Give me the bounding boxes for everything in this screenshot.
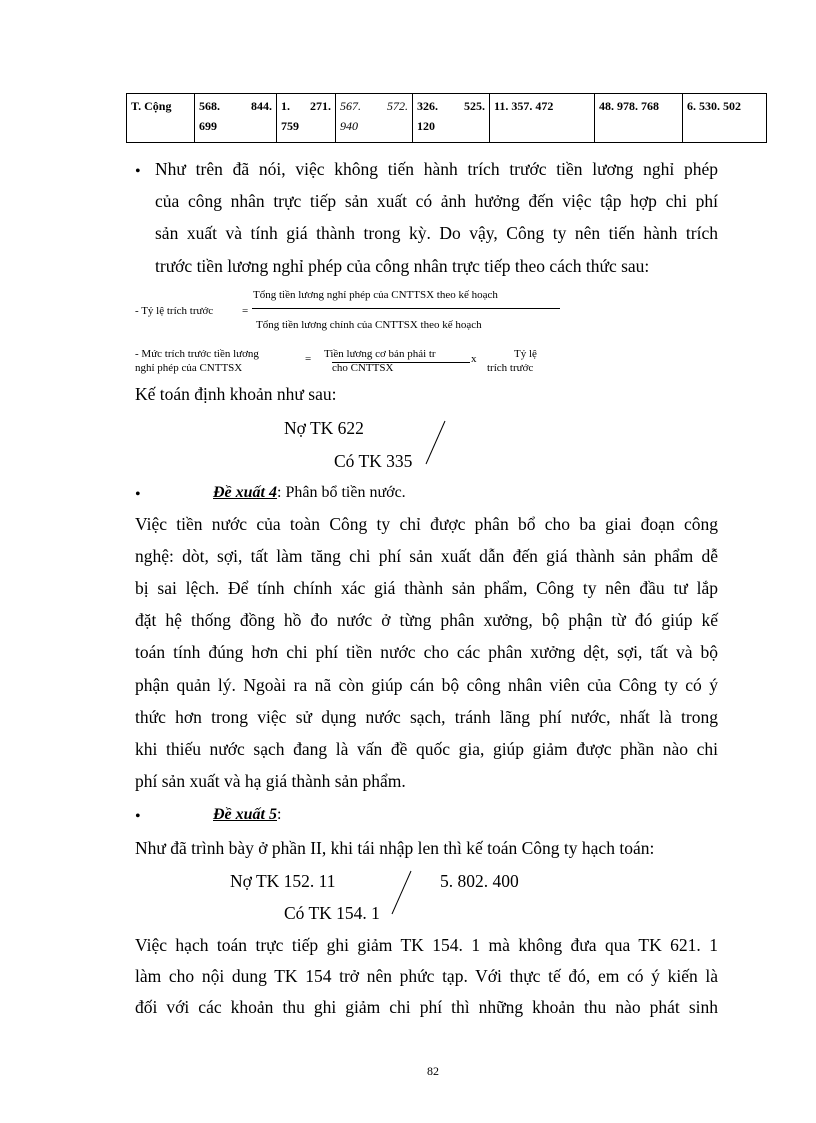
table-cell: 11. 357. 472 [490, 94, 595, 143]
text-line: đối với các khoản thu ghi giảm chi phí thì những khoản thu nào phát sinh [135, 997, 718, 1017]
text-line: của công nhân trực tiếp sản xuất có ảnh hưởng đến việc tập hợp chi phí [155, 191, 718, 211]
table-cell [277, 94, 336, 143]
text-line: nghệ: dòt, sợi, tất làm tăng chi phí sản xuất dẫn đến giá thành sản phẩm dễ [135, 546, 718, 566]
equals-sign: = [305, 353, 312, 365]
cell-part: 271. [310, 99, 331, 113]
credit-entry: Có TK 154. 1 [284, 903, 380, 923]
cell-part: 1. [281, 99, 290, 113]
cell-part: 568. [199, 99, 220, 113]
cell-part: 572. [387, 99, 408, 113]
formula-label: - Mức trích trước tiền lương [135, 348, 259, 360]
page-number: 82 [427, 1064, 439, 1078]
row-label: T. Cộng [127, 94, 195, 143]
table-row [127, 94, 767, 143]
cell-part: 120 [417, 119, 435, 133]
text-line: sản xuất và tính giá thành trong kỳ. Do vậy, Công ty nên tiến hành trích [155, 223, 718, 243]
table-cell: 6. 530. 502 [683, 94, 767, 143]
bullet-symbol: • [135, 163, 141, 180]
formula-term: Tiền lương cơ bản phải tr [324, 348, 436, 360]
text-line: phận quản lý. Ngoài ra nã còn giúp cán bộ công nhân viên của Công ty có ý [135, 675, 718, 695]
denominator: Tổng tiền lương chính của CNTTSX theo kế hoạch [256, 319, 482, 331]
table-cell [336, 94, 413, 143]
entry-slash [420, 418, 450, 468]
text-line: khi thiếu nước sạch đang là vấn đề quốc gia, giúp giảm được phần nào chi [135, 739, 718, 759]
accounting-intro: Kế toán định khoản như sau: [135, 384, 337, 404]
times-sign: x [471, 353, 477, 365]
text-line: trước tiền lương nghỉ phép của công nhân trực tiếp theo cách thức sau: [155, 256, 650, 276]
bullet-symbol: • [135, 486, 141, 503]
rate-term: Tỷ lệ [514, 348, 537, 360]
cell-part: 940 [340, 119, 358, 133]
entry-slash [386, 868, 416, 918]
text-line: thức hơn trong việc sử dụng nước sạch, tránh lãng phí nước, nhất là trong [135, 707, 718, 727]
cell-part: 844. [251, 99, 272, 113]
text-line: toán tính đúng hơn chi phí tiền nước cho các phân xưởng dệt, sợi, tất và bộ [135, 642, 718, 662]
text-line: phí sản xuất và hạ giá thành sản phẩm. [135, 771, 406, 791]
paragraph-3: Như đã trình bày ở phần II, khi tái nhập len thì kế toán Công ty hạch toán: [135, 838, 655, 858]
equals-sign: = [242, 305, 249, 317]
formula-label: - Tỷ lệ trích trước [135, 305, 214, 317]
bullet-symbol: • [135, 808, 141, 825]
cell-part: 525. [464, 99, 485, 113]
fraction-bar [252, 308, 560, 309]
proposal-subtitle: : [277, 806, 282, 823]
cell-part: 759 [281, 119, 299, 133]
entry-amount: 5. 802. 400 [440, 871, 519, 891]
text-line: Như trên đã nói, việc không tiến hành trích trước tiền lương nghỉ phép [155, 159, 718, 179]
formula-label: nghỉ phép của CNTTSX [135, 362, 243, 374]
debit-entry: Nợ TK 622 [284, 418, 364, 438]
credit-entry: Có TK 335 [334, 451, 413, 471]
proposal-title: Đề xuất 5 [213, 806, 277, 823]
text-line: Việc tiền nước của toàn Công ty chỉ được phân bổ cho ba giai đoạn công [135, 514, 718, 534]
text-line: bị sai lệch. Để tính chính xác giá thành sản phẩm, Công ty nên đầu tư lắp [135, 578, 718, 598]
formula-term: cho CNTTSX [332, 362, 394, 374]
cell-part: 326. [417, 99, 438, 113]
proposal-5-heading [213, 806, 281, 824]
text-line: làm cho nội dung TK 154 trở nên phức tạp. Với thực tế đó, em có ý kiến là [135, 966, 718, 986]
text-line: Việc hạch toán trực tiếp ghi giảm TK 154. 1 mà không đưa qua TK 621. 1 [135, 935, 718, 955]
debit-entry: Nợ TK 152. 11 [230, 871, 336, 891]
totals-table [126, 93, 767, 143]
proposal-subtitle: : Phân bổ tiền nước. [277, 484, 406, 501]
table-cell [195, 94, 277, 143]
numerator: Tổng tiền lương nghỉ phép của CNTTSX theo kế hoạch [253, 289, 498, 301]
cell-part: 699 [199, 119, 217, 133]
text-line: đặt hệ thống đồng hồ đo nước ở từng phân xưởng, bộ phận từ đó giúp kế [135, 610, 718, 630]
rate-term: trích trước [487, 362, 534, 374]
table-cell [413, 94, 490, 143]
proposal-title: Đề xuất 4 [213, 484, 277, 501]
proposal-4-heading [213, 484, 406, 502]
cell-part: 567. [340, 99, 361, 113]
table-cell: 48. 978. 768 [595, 94, 683, 143]
